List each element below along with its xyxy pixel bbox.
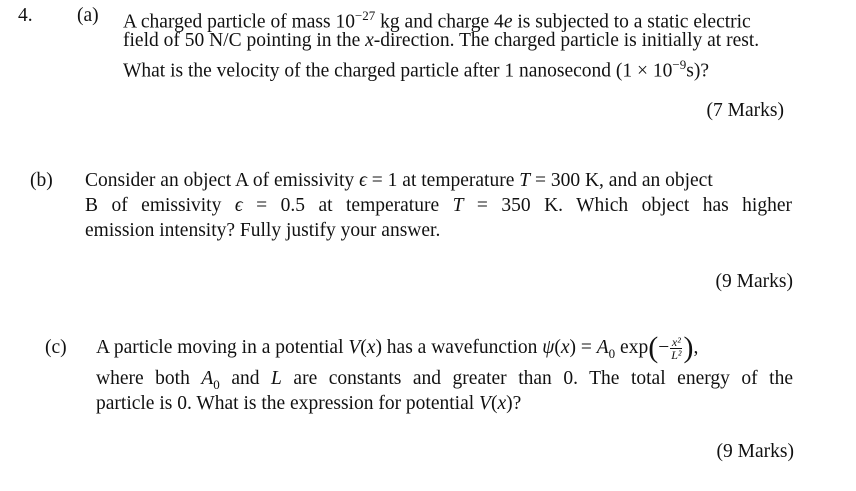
part-c-x-2: x [560,337,570,358]
part-c-text-1e: ) = [569,337,597,358]
question-number: 4. [18,5,33,26]
part-b-text-2c: = 350 K. Which object has higher [463,195,792,216]
part-c-line-3 [96,392,521,416]
part-c-text-2b: and [219,368,272,389]
part-a-label: (a) [77,5,99,26]
part-c-text-1a: A particle moving in a potential [96,337,349,358]
part-c-A0-2-sub: 0 [213,376,220,392]
part-c-text-3c: )? [506,393,522,414]
part-a-marks: (7 Marks) [706,100,784,121]
part-b-epsilon-2: ϵ [234,195,243,216]
part-b-epsilon-1: ϵ [359,170,367,191]
part-c-marks: (9 Marks) [716,441,794,462]
part-c-text-1b: ( [360,337,367,358]
part-c-fraction-numerator: x² [671,335,681,350]
part-c-fraction [670,336,682,361]
part-a-text-1a: A charged particle of mass 10 [123,11,355,33]
part-a-line-2 [123,29,759,53]
part-b-text-2b: = 0.5 at temperature [242,195,453,216]
part-c-text-1f: exp [615,337,649,358]
part-c-label: (c) [45,337,67,358]
part-a-text-1b: kg and charge 4 [375,11,504,33]
part-a-text-1c: is subjected to a static electric [512,11,751,33]
part-b-text-1a: Consider an object A of emissivity [85,170,360,191]
part-b-line-2 [85,194,792,218]
part-c-line-1 [96,331,699,366]
part-c-psi: ψ [542,337,555,358]
part-c-comma: , [693,337,699,358]
part-a-line-3 [123,53,709,84]
part-a-text-3a: What is the velocity of the charged particle after 1 nanosecond (1 × 10 [123,60,673,82]
part-b-T-2: T [452,195,464,216]
part-b-marks: (9 Marks) [715,271,793,292]
part-a-time-exponent: −9 [672,57,687,72]
part-c-A0: A [596,337,609,358]
part-a-x: x [365,30,374,51]
part-a-text-2b: -direction. The charged particle is initially at rest. [373,30,760,51]
part-b-line-3: emission intensity? Fully justify your answer. [85,220,441,241]
part-b-text-2a: B of emissivity [85,195,235,216]
part-c-text-1c: ) has a wavefunction [375,337,543,358]
part-b-text-1c: = 300 K, and an object [530,170,713,191]
part-b-label: (b) [30,170,53,191]
part-c-text-3b: ( [490,393,498,414]
part-c-text-1d: ( [554,337,561,358]
part-c-A0-sub: 0 [608,345,616,361]
part-c-x-1: x [366,337,376,358]
part-c-V-2: V [479,393,491,414]
part-c-fraction-denominator: L² [671,348,682,363]
part-a-text-2a: field of 50 N/C pointing in the [123,30,366,51]
part-c-L: L [271,368,282,389]
part-b-text-1b: = 1 at temperature [366,170,520,191]
part-c-text-2c: are constants and greater than 0. The total energy of the [281,368,793,389]
part-a-exponent: −27 [354,8,376,23]
part-c-text-3a: particle is 0. What is the expression for potential [96,393,480,414]
part-c-open-paren: ( [648,331,659,364]
part-a-text-3b: s)? [686,60,709,82]
part-c-x-3: x [497,393,507,414]
part-c-A0-2: A [201,368,214,389]
part-c-V: V [348,337,361,358]
part-c-close-paren: ) [683,331,694,364]
part-a-charge-symbol: e [503,11,513,33]
part-c-minus: − [658,337,670,358]
part-b-T-1: T [519,170,531,191]
part-b-line-1 [85,169,713,193]
part-c-text-2a: where both [96,368,202,389]
